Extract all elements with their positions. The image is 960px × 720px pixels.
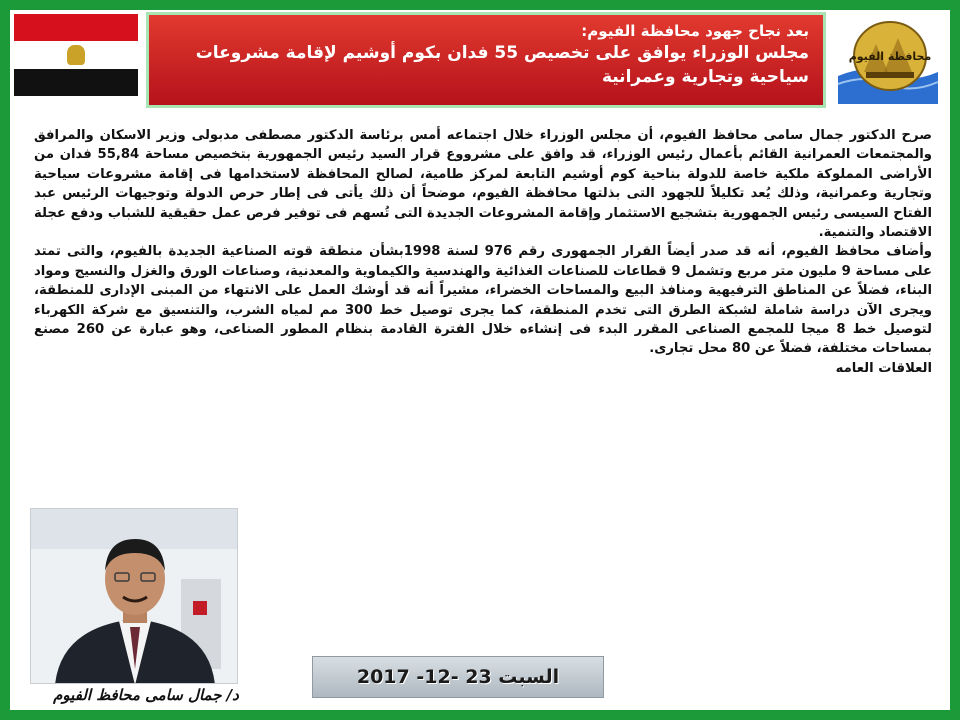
photo-caption: د/ جمال سامى محافظ الفيوم	[53, 686, 239, 704]
article-paragraph-1: صرح الدكتور جمال سامى محافظ الفيوم، أن مجلس الوزراء خلال اجتماعه أمس برئاسة الدكتور مصطفى مدبولى وزير الاسكان والمرافق والمجتمعات العمرانية القائم بأعمال رئيس الوزراء، قد وافق على مشرووع قرار السيد رئيس الجمهورية بتخصيص مساحة 55,84 فدان من الأراضى المملوكة ملكية خاصة للدولة بناحية كوم أوشيم التابعة لمركز طامية، لصالح المحافظة لاستخدامها فى إقامة مشروعات سياحية وتجارية وعمرانية، وذلك يُعد تكليلاً للجهود التى بذلتها محافظة الفيوم، موضحاً أن ذلك يأتى فى إطار حرص الدولة وتوجيهات الرئيس عبد الفتاح السيسى رئيس الجمهورية بتشجيع الاستثمار وإقامة المشروعات الجديدة التى تُسهم فى توفير فرص عمل حقيقية للشباب ودفع عجلة الاقتصاد والتنمية.	[34, 128, 932, 241]
egypt-flag-icon	[14, 14, 138, 96]
flag-black-band	[14, 69, 138, 96]
flag-white-band	[14, 41, 138, 68]
headline-title: مجلس الوزراء يوافق على تخصيص 55 فدان بكوم أوشيم لإقامة مشروعات سياحية وتجارية وعمرانية	[195, 43, 809, 87]
article-signature: العلاقات العامه	[835, 360, 932, 376]
headline-kicker: بعد نجاح جهود محافظة الفيوم:	[581, 22, 809, 40]
governor-photo	[30, 508, 238, 684]
headline-box	[146, 12, 826, 108]
logo-text: محافظة الفيوم	[848, 50, 932, 63]
article-body	[34, 126, 932, 378]
fayoum-governorate-logo	[836, 14, 940, 104]
date-banner	[312, 656, 604, 698]
date-text: السبت 23 -12- 2017	[356, 666, 560, 688]
flag-red-band	[14, 14, 138, 41]
eagle-emblem-icon	[67, 45, 85, 65]
article-paragraph-2: وأضاف محافظ الفيوم، أنه قد صدر أيضاً القرار الجمهورى رقم 976 لسنة 1998بشأن منطقة قوته الصناعية الجديدة بالفيوم، والتى تمتد على مساحة 9 مليون متر مربع وتشمل 9 قطاعات للصناعات الغذائية والهندسية والكيماوية والمعدنية، وصناعات الورق والغزل والنسيج ومواد البناء، فضلاً عن المناطق الترفيهية ومنافذ البيع والمساحات الخضراء، مشيراً أنه قد أوشك العمل على الانتهاء من المبنى الإدارى للمنطقة، ويجرى الآن دراسة شاملة لشبكة الطرق التى تخدم المنطقة، كما يجرى توصيل خط 300 مم لمياه الشرب، والتنسيق مع شركة الكهرباء لتوصيل خط 8 ميجا للمجمع الصناعى المقرر البدء فى إنشاءه خلال الفترة القادمة بنظام المطور الصناعى، وهو عبارة عن 260 مصنع بمساحات مختلفة، فضلاً عن 80 محل تجارى.	[34, 244, 933, 357]
